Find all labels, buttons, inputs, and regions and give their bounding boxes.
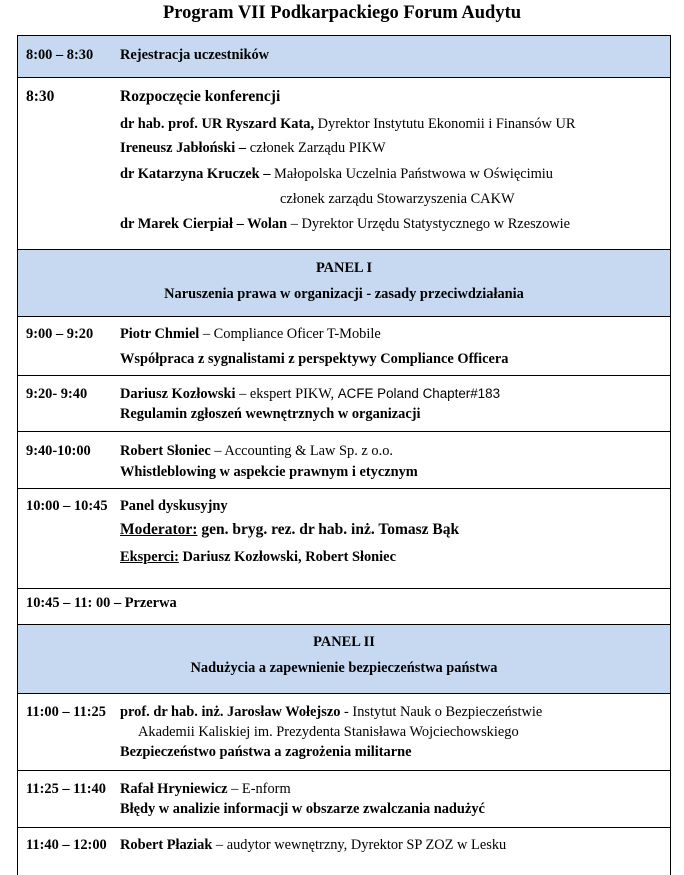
panel-subtitle: Nadużycia a zapewnienie bezpieczeństwa państwa [190,660,498,676]
program-row-break [17,588,671,624]
time-slot: 11:40 – 12:00 [26,837,107,853]
speaker-role: – ekspert PIKW, [235,386,338,402]
speaker-name: Dariusz Kozłowski [120,386,236,402]
speaker-role: – audytor wewnętrzny, Dyrektor SP ZOZ w Lesku [212,837,507,853]
program-row-opening [17,77,671,249]
speaker-role: członek Zarządu PIKW [246,140,386,156]
speaker-line [120,325,381,343]
speaker-role: – Accounting & Law Sp. z o.o. [210,443,393,459]
speaker-role: Małopolska Uczelnia Państwowa w Oświęcimiu [270,166,553,182]
time-slot: 11:25 – 11:40 [26,781,106,797]
program-row-talk [17,827,671,861]
experts-names: Dariusz Kozłowski, Robert Słoniec [178,549,396,565]
speaker-role: – E-nform [227,781,291,797]
speaker-name: Rafał Hryniewicz [120,781,228,797]
panel-header-1 [17,249,671,316]
panel-label: PANEL II [313,634,375,650]
speaker-line [120,703,542,721]
panel-label: PANEL I [315,260,373,276]
time-slot: 9:40-10:00 [26,443,91,459]
speaker-role-continuation: członek zarządu Stowarzyszenia CAKW [280,191,515,207]
speaker-role: Dyrektor Instytutu Ekonomii i Finansów UR [314,116,576,132]
speaker-name: Robert Płaziak [120,837,213,853]
program-row-talk [17,316,671,375]
agenda-item: Rejestracja uczestników [120,47,270,63]
speaker-name: Piotr Chmiel [120,326,200,342]
experts-line [120,548,396,566]
moderator-label: Moderator: [120,521,198,538]
speaker-line [120,780,291,798]
time-slot: 9:20- 9:40 [26,386,88,402]
speaker-name: prof. dr hab. inż. Jarosław Wołejszo [120,704,341,720]
time-slot: 8:30 [26,88,55,105]
agenda-heading: Rozpoczęcie konferencji [120,88,281,105]
speaker-line [120,139,386,157]
moderator-name: gen. bryg. rez. dr hab. inż. Tomasz Bąk [197,521,460,538]
speaker-role: – Compliance Oficer T-Mobile [199,326,381,342]
program-row-registration [17,35,671,77]
break-text: 10:45 – 11: 00 – Przerwa [26,595,177,611]
speaker-name: Ireneusz Jabłoński – [120,140,247,156]
speaker-line [120,385,500,403]
speaker-name: dr Marek Cierpiał – Wolan [120,216,288,232]
time-slot: 9:00 – 9:20 [26,326,94,342]
speaker-line [120,115,575,133]
program-row-talk [17,431,671,488]
talk-topic: Whistleblowing w aspekcie prawnym i etycznym [120,464,418,480]
panel-header-2 [17,624,671,693]
talk-topic: Współpraca z sygnalistami z perspektywy Compliance Officera [120,351,509,367]
speaker-line [120,215,570,233]
talk-topic: Błędy w analizie informacji w obszarze zwalczania nadużyć [120,801,485,817]
panel-subtitle: Naruszenia prawa w organizacji - zasady przeciwdziałania [164,286,524,302]
talk-topic: Bezpieczeństwo państwa a zagrożenia militarne [120,744,412,760]
program-row-discussion [17,488,671,588]
agenda-heading: Panel dyskusyjny [120,498,228,514]
program-row-talk [17,770,671,827]
time-slot: 8:00 – 8:30 [26,47,94,63]
speaker-name: dr hab. prof. UR Ryszard Kata, [120,116,315,132]
speaker-name: Robert Słoniec [120,443,211,459]
speaker-role: - Instytut Nauk o Bezpieczeństwie [340,704,543,720]
moderator-line [120,521,459,539]
page-title: Program VII Podkarpackiego Forum Audytu [162,3,522,23]
speaker-affiliation: ACFE Poland Chapter#183 [337,386,501,401]
talk-topic: Regulamin zgłoszeń wewnętrznych w organizacji [120,406,421,422]
experts-label: Eksperci: [120,549,179,565]
speaker-role: – Dyrektor Urzędu Statystycznego w Rzeszowie [287,216,571,232]
time-slot: 11:00 – 11:25 [26,704,106,720]
program-row-talk [17,375,671,431]
time-slot: 10:00 – 10:45 [26,498,108,514]
speaker-line [120,836,506,854]
speaker-line [120,442,393,460]
speaker-line [120,165,553,183]
program-row-talk [17,693,671,770]
speaker-role-continuation: Akademii Kaliskiej im. Prezydenta Stanisława Wojciechowskiego [138,724,519,740]
speaker-name: dr Katarzyna Kruczek – [120,166,271,182]
